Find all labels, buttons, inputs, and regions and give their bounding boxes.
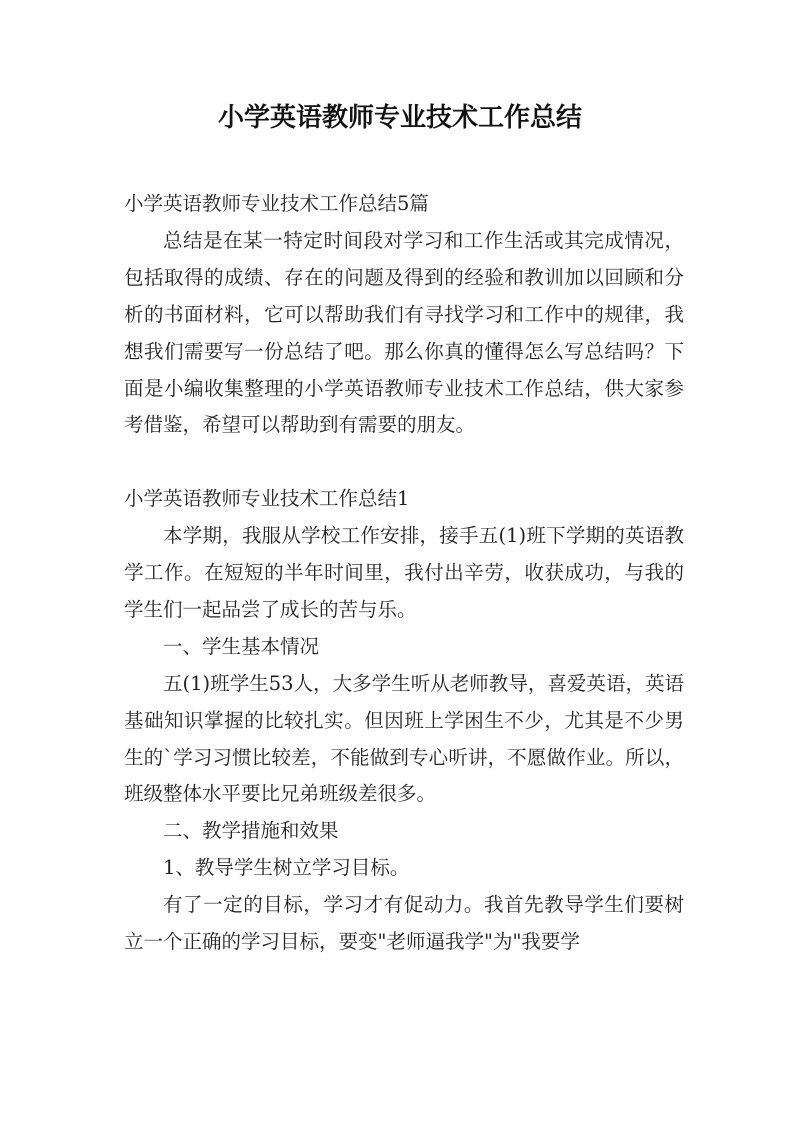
document-subtitle: 小学英语教师专业技术工作总结5篇 bbox=[124, 192, 429, 215]
intro-paragraph: 总结是在某一特定时间段对学习和工作生活或其完成情况，包括取得的成绩、存在的问题及得到的经验和教训加以回顾和分析的书面材料，它可以帮助我们有寻找学习和工作中的规律，我想我们需要写一份总结了吧。那么你真的懂得怎么写总结吗？下面是小编收集整理的小学英语教师专业技术工作总结，供大家参考借鉴，希望可以帮助到有需要的朋友。 bbox=[124, 228, 684, 437]
body-paragraph: 本学期，我服从学校工作安排，接手五(1)班下学期的英语教学工作。在短短的半年时间里，我付出辛劳，收获成功，与我的学生们一起品尝了成长的苦与乐。 bbox=[124, 524, 684, 621]
body-paragraph: 五(1)班学生53人，大多学生听从老师教导，喜爱英语，英语基础知识掌握的比较扎实。但因班上学困生不少，尤其是不少男生的`学习习惯比较差，不能做到专心听讲，不愿做作业。所以，班级整体水平要比兄弟班级差很多。 bbox=[124, 671, 684, 806]
document-body bbox=[124, 186, 684, 961]
section-heading: 小学英语教师专业技术工作总结1 bbox=[124, 487, 410, 511]
subsection-heading: 1、教导学生树立学习目标。 bbox=[163, 856, 410, 880]
subsection-heading: 一、学生基本情况 bbox=[163, 634, 320, 658]
document-title: 小学英语教师专业技术工作总结 bbox=[217, 103, 582, 133]
paragraph-spacer bbox=[124, 444, 684, 481]
body-paragraph: 有了一定的目标，学习才有促动力。我首先教导学生们要树立一个正确的学习目标，要变"老师逼我学"为"我要学 bbox=[124, 893, 684, 954]
subsection-heading: 二、教学措施和效果 bbox=[163, 819, 339, 843]
